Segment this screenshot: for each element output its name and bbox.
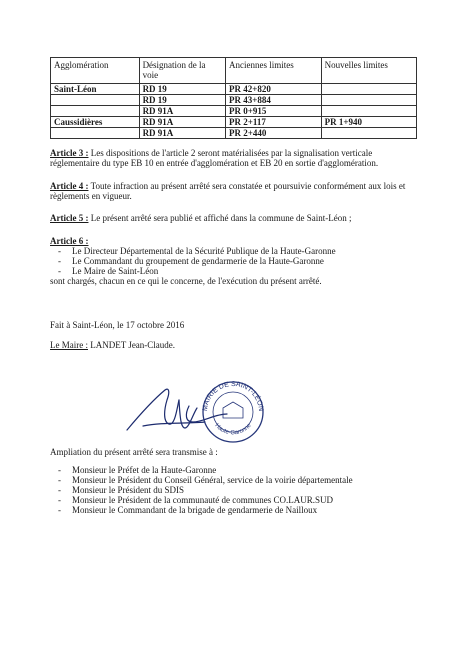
svg-text:MAIRIE DE SAINT-LÉON (202, 381, 264, 412)
cell-new-limit: PR 1+940 (321, 117, 416, 128)
article-5-text: Le présent arrêté sera publié et affiché dans la commune de Saint-Léon ; (90, 213, 352, 223)
cell-road: RD 91A (139, 128, 225, 139)
cell-new-limit (321, 128, 416, 139)
article-4-text: Toute infraction au présent arrêté sera constatée et poursuivie conformément aux lois et règlements en vigueur. (50, 181, 406, 201)
article-6-list (50, 246, 420, 276)
mayor-label: Le Maire : (50, 340, 88, 350)
table-row (51, 117, 417, 128)
article-6-closing: sont chargés, chacun en ce qui le concerne, de l'exécution du présent arrêté. (50, 276, 322, 286)
cell-old-limit: PR 2+440 (226, 128, 322, 139)
mayor-name: LANDET Jean-Claude. (90, 340, 176, 350)
header-agglomeration: Agglomération (51, 58, 140, 84)
ampliation-list (50, 465, 420, 515)
list-item: - Monsieur le Président du Conseil Général, service de la voirie départementale (50, 475, 420, 485)
cell-old-limit: PR 43+884 (226, 95, 322, 106)
cell-place (51, 95, 140, 106)
list-item: - Monsieur le Préfet de la Haute-Garonne (50, 465, 420, 475)
cell-new-limit (321, 84, 416, 95)
cell-old-limit: PR 0+915 (226, 106, 322, 117)
article-3-label: Article 3 : (50, 148, 89, 158)
stamp-top-text: MAIRIE DE SAINT-LÉON (201, 380, 265, 412)
svg-text:Haute-Garonne (213, 422, 253, 436)
stamp-bottom-text: Haute-Garonne (213, 422, 253, 437)
limits-table (50, 57, 417, 139)
cell-road: RD 19 (139, 84, 225, 95)
cell-place: Caussidières (51, 117, 140, 128)
stamp-icon (202, 381, 264, 442)
table-row (51, 95, 417, 106)
list-item: - Le Commandant du groupement de gendarmerie de la Haute-Garonne (50, 256, 420, 266)
cell-old-limit: PR 2+117 (226, 117, 322, 128)
cell-new-limit (321, 95, 416, 106)
cell-new-limit (321, 106, 416, 117)
article-4 (50, 181, 420, 201)
article-3-text: Les dispositions de l'article 2 seront matérialisées par la signalisation verticale réglementaire du type EB 10 en entrée d'agglomération et EB 20 en sortie d'agglomération. (50, 148, 379, 168)
mayor-line (50, 340, 420, 350)
list-item: - Le Directeur Départemental de la Sécurité Publique de la Haute-Garonne (50, 246, 420, 256)
article-5 (50, 213, 420, 223)
header-new-limits: Nouvelles limites (321, 58, 416, 84)
list-item: - Monsieur le Commandant de la brigade de gendarmerie de Nailloux (50, 505, 420, 515)
list-item: - Le Maire de Saint-Léon (50, 266, 420, 276)
table-header-row (51, 58, 417, 84)
article-3 (50, 148, 420, 168)
ampliation-intro: Ampliation du présent arrêté sera transmise à : (50, 447, 218, 457)
table-row (51, 106, 417, 117)
cell-place (51, 106, 140, 117)
table-row (51, 84, 417, 95)
cell-road: RD 19 (139, 95, 225, 106)
list-item: - Monsieur le Président du SDIS (50, 485, 420, 495)
cell-old-limit: PR 42+820 (226, 84, 322, 95)
cell-place (51, 128, 140, 139)
article-5-label: Article 5 : (50, 213, 89, 223)
cell-road: RD 91A (139, 117, 225, 128)
header-old-limits: Anciennes limites (226, 58, 322, 84)
article-6-label: Article 6 : (50, 236, 89, 246)
cell-place: Saint-Léon (51, 84, 140, 95)
article-6 (50, 236, 420, 286)
cell-road: RD 91A (139, 106, 225, 117)
article-4-label: Article 4 : (50, 181, 89, 191)
done-at: Fait à Saint-Léon, le 17 octobre 2016 (50, 320, 185, 330)
table-row (51, 128, 417, 139)
list-item: - Monsieur le Président de la communauté de communes CO.LAUR.SUD (50, 495, 420, 505)
header-designation: Désignation de la voie (139, 58, 225, 84)
signature-and-stamp (123, 378, 283, 448)
